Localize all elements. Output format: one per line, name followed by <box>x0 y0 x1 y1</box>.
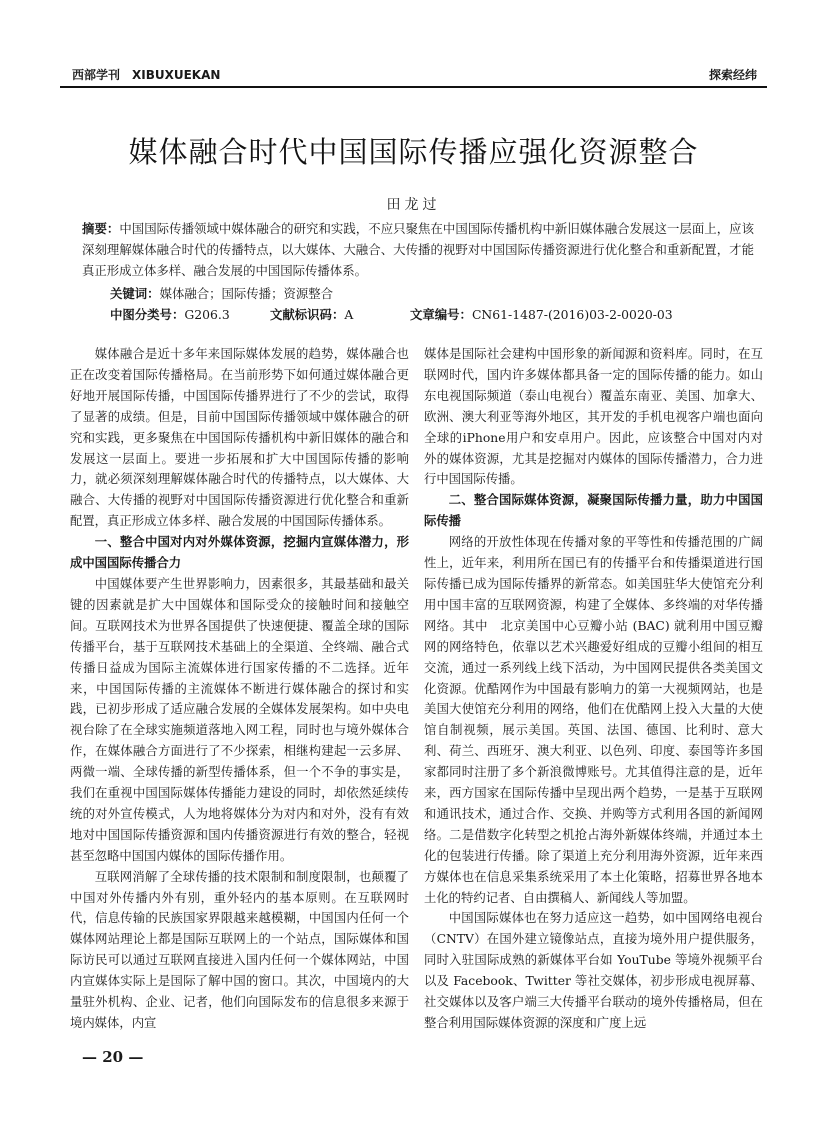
keywords <box>110 284 333 302</box>
paragraph: 媒体融合是近十多年来国际媒体发展的趋势，媒体融合也正在改变着国际传播格局。在当前形势下如何通过媒体融合更好地开展国际传播，中国国际传播界进行了不少的尝试，取得了显著的成绩。但是，目前中国国际传播领域中媒体融合的研究和实践，更多聚焦在中国国际传播机构中新旧媒体的融合和发展这一层面上。要进一步拓展和扩大中国国际传播的影响力，就必须深刻理解媒体融合时代的传播特点，以大媒体、大融合、大传播的视野对中国国际传播资源进行优化整合和重新配置，真正形成立体多样、融合发展的中国国际传播体系。 <box>70 347 409 529</box>
clc-label: 中图分类号： <box>110 307 185 322</box>
paragraph: 中国媒体要产生世界影响力，因素很多，其最基础和最关键的因素就是扩大中国媒体和国际受众的接触时间和接触空间。互联网技术为世界各国提供了快速便捷、覆盖全球的国际传播平台，基于互联网技术基础上的全渠道、全终端、融合式传播日益成为国际主流媒体进行国家传播的不二选择。近年来，中国国际传播的主流媒体不断进行媒体融合的探讨和实践，已初步形成了适应融合发展的全媒体发展架构。如中央电视台除了在全球实施频道落地入网工程，同时也与境外媒体合作，在媒体融合方面进行了不少探索，相继构建起一云多屏、两微一端、全球传播的新型传播体系，但一个不争的事实是，我们在重视中国国际媒体传播能力建设的同时，却依然延续传统的对外宣传模式，人为地将媒体分为对内和对外，没有有效地对中国国际传播资源和国内传播资源进行有效的整合，轻视甚至忽略中国国内媒体的国际传播作用。 <box>70 576 409 863</box>
keywords-text: 媒体融合；国际传播；资源整合 <box>159 286 334 301</box>
header-rule <box>60 86 767 88</box>
article-value: CN61-1487-(2016)03-2-0020-03 <box>471 307 673 322</box>
paragraph: 媒体是国际社会建构中国形象的新闻源和资料库。同时，在互联网时代，国内许多媒体都具备一定的国际传播的能力。如山东电视国际频道（泰山电视台）覆盖东南亚、美国、加拿大、欧洲、澳大利亚等海外地区，其开发的手机电视客户端也面向全球的iPhone用户和安卓用户。因此，应该整合中国对内对外的媒体资源，尤其是挖掘对内媒体的国际传播潜力，合力进行中国国际传播。 <box>424 347 763 487</box>
clc-number <box>110 305 230 323</box>
right-column <box>424 344 763 1034</box>
clc-value: G206.3 <box>184 307 230 322</box>
abstract-text: 中国国际传播领域中媒体融合的研究和实践，不应只聚焦在中国国际传播机构中新旧媒体融合发展这一层面上，应该深刻理解媒体融合时代的传播特点，以大媒体、大融合、大传播的视野对中国国际传播资源进行优化整合和重新配置，才能真正形成立体多样、融合发展的中国国际传播体系。 <box>82 221 755 278</box>
section-heading-2: 二、整合国际媒体资源，凝聚国际传播力量，助力中国国际传播 <box>424 493 763 529</box>
paragraph: 中国国际媒体也在努力适应这一趋势，如中国网络电视台（CNTV）在国外建立镜像站点，直接为境外用户提供服务，同时入驻国际成熟的新媒体平台如 YouTube 等境外视频平台以及 Facebook、Twitter 等社交媒体，初步形成电视屏幕、社交媒体以及客户端三大传播平台联动的境外传播格局，但在整合利用国际媒体资源的深度和广度上远 <box>424 911 763 1030</box>
left-column <box>70 344 409 1034</box>
doc-value: A <box>344 307 354 322</box>
article-title: 媒体融合时代中国国际传播应强化资源整合 <box>128 135 699 169</box>
abstract-label: 摘要： <box>82 221 120 236</box>
author-name: 田龙过 <box>386 197 441 213</box>
running-header <box>60 62 767 84</box>
section-heading-1: 一、整合中国对内对外媒体资源，挖掘内宣媒体潜力，形成中国国际传播合力 <box>70 535 409 571</box>
keywords-label: 关键词： <box>110 286 160 301</box>
page-number: — 20 — <box>82 1048 144 1066</box>
section-name: 探索经纬 <box>708 68 757 82</box>
doc-code <box>270 305 353 323</box>
journal-name: 西部学刊 XIBUXUEKAN <box>72 68 221 82</box>
abstract <box>82 218 754 281</box>
paragraph: 互联网消解了全球传播的技术限制和制度限制，也颠覆了中国对外传播内外有别，重外轻内的基本原则。在互联网时代，信息传输的民族国家界限越来越模糊，中国国内任何一个媒体网站理论上都是国际互联网上的一个站点，国际媒体和国际访民可以通过互联网直接进入国内任何一个媒体网站，中国内宣媒体实际上是国际了解中国的窗口。其次，中国境内的大量驻外机构、企业、记者，他们向国际发布的信息很多来源于境内媒体，内宣 <box>70 869 409 1030</box>
article-number <box>410 305 673 323</box>
doc-label: 文献标识码： <box>270 307 345 322</box>
article-label: 文章编号： <box>410 307 472 322</box>
paragraph: 网络的开放性体现在传播对象的平等性和传播范围的广阔性上，近年来，利用所在国已有的传播平台和传播渠道进行国际传播已成为国际传播界的新常态。如美国驻华大使馆充分利用中国丰富的互联网资源，构建了全媒体、多终端的对华传播网络。其中 北京美国中心豆瓣小站 (BAC) 就利用中国豆瓣网的网络特色，依靠以艺术兴趣爱好组成的豆瓣小组间的相互交流，通过一系列线上线下活动，为中国网民提供各类美国文化资源。优酷网作为中国最有影响力的第一大视频网站，也是美国大使馆充分利用的网络，他们在优酷网上投入大量的大使馆自制视频，展示美国。英国、法国、德国、比利时、意大利、荷兰、西班牙、澳大利亚、以色列、印度、泰国等许多国家都同时注册了多个新浪微博账号。尤其值得注意的是，近年来，西方国家在国际传播中呈现出两个趋势，一是基于互联网和通讯技术，通过合作、交换、并购等方式利用各国的新闻网络。二是借数字化转型之机抢占海外新媒体终端，并通过本土化的包装进行传播。除了渠道上充分利用海外资源，近年来西方媒体也在信息采集系统采用了本土化策略，招募世界各地本土化的特约记者、自由撰稿人、新闻线人等加盟。 <box>424 535 763 905</box>
